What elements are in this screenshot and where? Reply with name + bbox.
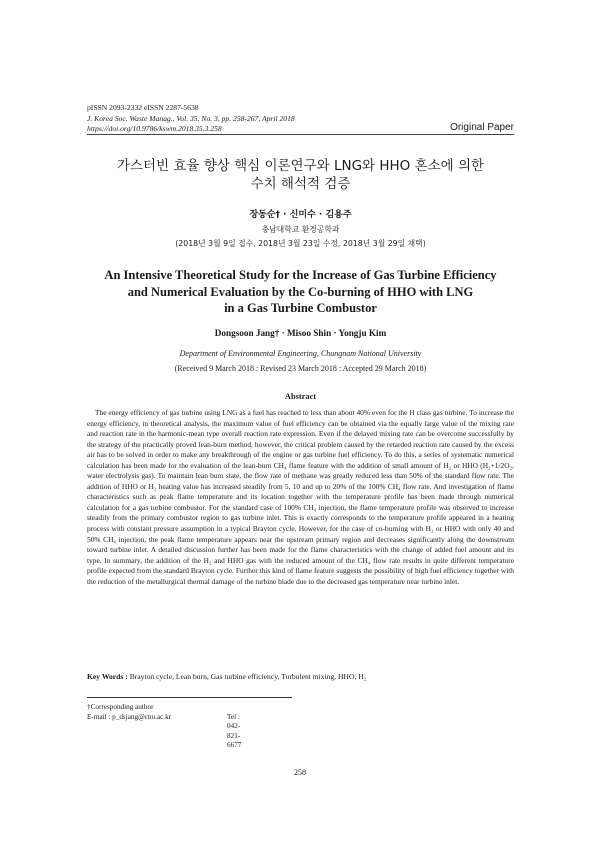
keywords-label: Key Words : (87, 672, 128, 681)
article-type-label: Original Paper (450, 122, 514, 133)
corresponding-author-note: †Corresponding author (87, 703, 154, 711)
english-affiliation: Department of Environmental Engineering, Chungnam National University (179, 349, 422, 358)
english-authors: Dongsoon Jang† · Misoo Shin · Yongju Kim (214, 328, 387, 338)
korean-authors: 장동순† · 신미수 · 김용주 (249, 210, 352, 220)
journal-citation: J. Korea Soc. Waste Manag., Vol. 35, No. 3, pp. 258-267, April 2018 (87, 113, 295, 123)
korean-title-line2: 수치 해석적 검증 (250, 176, 351, 192)
english-title-line1: An Intensive Theoretical Study for the Increase of Gas Turbine Efficiency (104, 268, 497, 282)
korean-title-line1: 가스터빈 효율 향상 핵심 이론연구와 LNG와 HHO 혼소에 의한 (116, 158, 485, 174)
korean-affiliation: 충남대학교 환경공학과 (261, 225, 340, 234)
korean-dates: (2018년 3월 9일 접수, 2018년 3월 23일 수정, 2018년 3월 29일 채택) (175, 239, 426, 248)
keywords (87, 672, 514, 681)
author-tel: Tel : 042-821-6677 (227, 712, 242, 749)
doi-link[interactable]: https://doi.org/10.9786/kswm.2018.35.3.258 (87, 124, 222, 133)
issn-line: pISSN 2093-2332 eISSN 2287-5638 (87, 103, 199, 112)
english-dates: (Received 9 March 2018 : Revised 23 March 2018 : Accepted 29 March 2018) (174, 364, 427, 373)
korean-title (87, 157, 514, 193)
footnote (87, 703, 242, 749)
footnote-divider (87, 697, 292, 698)
author-email: E-mail : p_dsjang@cnu.ac.kr (87, 712, 172, 721)
contact-row (87, 712, 242, 749)
page-number: 258 (294, 768, 306, 777)
english-title-line2: and Numerical Evaluation by the Co-burning of HHO with LNG (127, 284, 474, 299)
header-divider (87, 134, 514, 135)
english-title (87, 267, 514, 317)
journal-metadata (87, 103, 295, 135)
keywords-list: Brayton cycle, Lean burn, Gas turbine efficiency, Turbulent mixing, HHO, H₂ (129, 672, 367, 681)
abstract-body: The energy efficiency of gas turbine using LNG as a fuel has reached to less than about 40% even for the H class gas turbine. To increase the energy efficiency, in theoretical analysis, the maximum value of fuel efficiency can be obtained via the equally large value of the mixing rate and reaction rate in the harmonic-mean type overall reaction rate expression. Even if the delayed mixing rate can be overcome successfully by the strategy of the practically proved lean-burn method, however, the critical problem caused by the retarded reaction rate caused by the excess air has to be solved in order to make any breakthrough of the engine or gas turbine fuel efficiency. To do this, a series of systematic numerical calculation has been made for the evaluation of the lean-burn CH₄ flame feature with the addition of small amount of H₂ or HHO (H₂+1/2O₂, water electrolysis gas). To maintain lean burn state, the flow rate of methane was greatly reduced less than 50% of the standard flow rate. The addition of HHO or H₂ heating value has increased steadily from 5, 10 and up to 20% of the 100% CH₄ flow rate. And investigation of flame characteristics such as peak flame temperature and its location together with the temperature profile has been made through numerical calculation for a gas turbine combustor. For the standard case of 100% CH₄ injection, the flame temperature profile was observed to increase steadily from the primary combustor region to gas turbine inlet. This is exactly corresponds to the temperature profile appeared in a heating process with constant pressure assumption in a typical Brayton cycle. However, for the case of co-burning with H₂ or HHO with only 40 and 50% CH₄ injection, the peak flame temperature appears near the upstream primary region and decreases significantly along the downstream toward turbine inlet. A detailed discussion further has been made for the flame characteristics with the change of added fuel amount and its type. In summary, the addition of the H₂ and HHO gas with the reduced amount of the CH₄ flow rate results in quite different temperature profile expected from the standard Brayton cycle. Further this kind of flame feature suggests the possibility of high fuel efficiency together with the reduction of the metallurgical thermal damage of the turbine blade due to the decreased gas temperature near turbine inlet. (87, 408, 514, 586)
english-title-line3: in a Gas Turbine Combustor (224, 301, 377, 315)
abstract-heading: Abstract (284, 392, 317, 401)
